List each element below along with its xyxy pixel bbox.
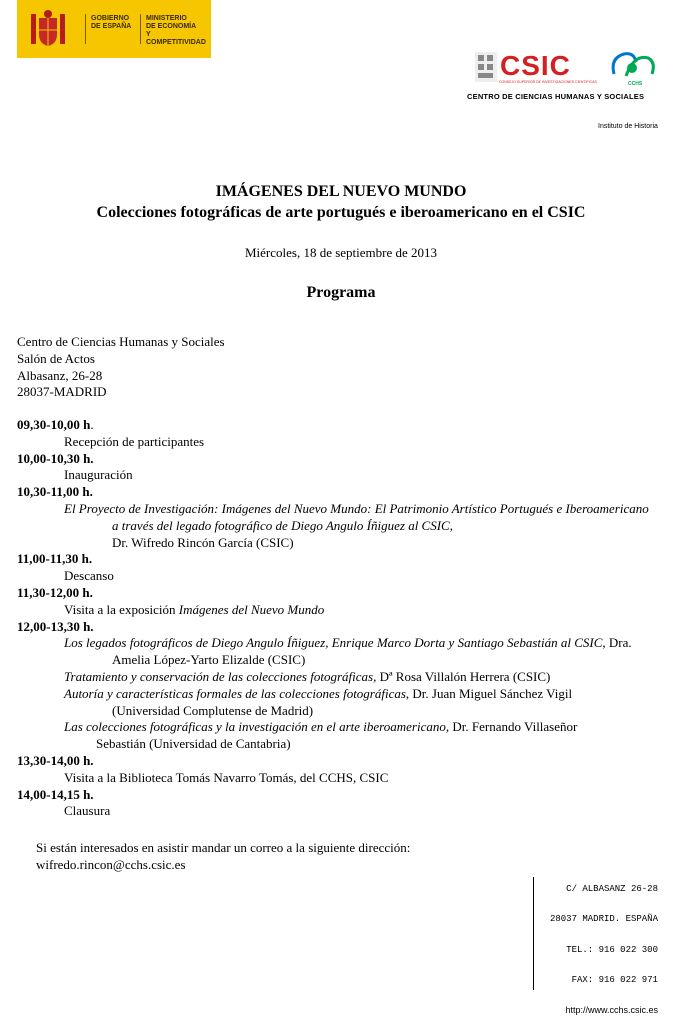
- time-label: 12,00-13,30 h.: [17, 618, 94, 634]
- schedule-item: Visita a la Biblioteca Tomás Navarro Tomás, del CCHS, CSIC: [64, 769, 389, 785]
- talk-speaker: , Dª Rosa Villalón Herrera (CSIC): [373, 668, 551, 684]
- schedule-item: [17, 686, 657, 720]
- address-fax: FAX: 916 022 971: [571, 975, 658, 985]
- schedule-item: [17, 602, 657, 619]
- title-subtitle: Colecciones fotográficas de arte portugués e iberoamericano en el CSIC: [96, 204, 586, 221]
- schedule-item: [17, 501, 657, 551]
- center-name: CENTRO DE CIENCIAS HUMANAS Y SOCIALES: [467, 92, 645, 101]
- programa-heading: Programa: [306, 284, 376, 301]
- talk-speaker: , Dra. Amelia López-Yarto Elizalde (CSIC): [112, 635, 632, 668]
- schedule-item: Descanso: [64, 568, 114, 584]
- gobierno-text: GOBIERNO DE ESPAÑA: [91, 15, 132, 30]
- time-suffix: .: [90, 417, 94, 432]
- website-link[interactable]: http://www.cchs.csic.es: [565, 1005, 658, 1015]
- talk-affiliation: (Universidad Complutense de Madrid): [112, 702, 314, 718]
- talk-title: Tratamiento y conservación de las colecciones fotográficas: [64, 668, 374, 684]
- talk-title: Las colecciones fotográficas y la investigación en el arte iberoamericano: [64, 719, 446, 735]
- csic-subtitle: CONSEJO SUPERIOR DE INVESTIGACIONES CIENTÍFICAS: [499, 80, 597, 84]
- venue-line: Centro de Ciencias Humanas y Sociales: [17, 334, 225, 349]
- gobierno-banner: [17, 0, 211, 58]
- banner-divider: [85, 14, 86, 44]
- banner-divider: [140, 14, 141, 44]
- schedule-item: [17, 719, 657, 753]
- contact-text: Si están interesados en asistir mandar un correo a la siguiente dirección:: [36, 840, 411, 855]
- time-label: 10,30-11,00 h.: [17, 484, 93, 500]
- contact-email[interactable]: wifredo.rincon@cchs.csic.es: [36, 856, 186, 872]
- talk-speaker: , Dr. Fernando Villaseñor: [445, 719, 578, 735]
- talk-speaker: , Dr. Juan Miguel Sánchez Vigil: [405, 685, 573, 701]
- time-label: 13,30-14,00 h.: [17, 752, 94, 768]
- coat-of-arms-icon: [29, 8, 67, 50]
- venue-line: 28037-MADRID: [17, 384, 107, 400]
- schedule-item: Clausura: [64, 803, 111, 819]
- schedule-item: [17, 669, 657, 686]
- schedule-item: Inauguración: [64, 467, 133, 483]
- event-date: Miércoles, 18 de septiembre de 2013: [244, 245, 438, 260]
- schedule: [17, 417, 657, 820]
- venue-block: [17, 334, 225, 401]
- punctuation: ,: [449, 517, 453, 533]
- talk-affiliation: Sebastián (Universidad de Cantabria): [96, 736, 291, 752]
- schedule-item: [17, 635, 657, 669]
- time-label: 09,30-10,00 h: [17, 417, 91, 432]
- address-divider: [533, 877, 534, 990]
- title-main: IMÁGENES DEL NUEVO MUNDO: [215, 183, 467, 200]
- talk-title: Autoría y características formales de las colecciones fotográficas: [64, 685, 406, 701]
- time-label: 10,00-10,30 h.: [17, 450, 94, 466]
- item-text: Visita a la exposición: [64, 601, 179, 617]
- schedule-item: Recepción de participantes: [64, 433, 205, 449]
- contact-block: [36, 840, 410, 874]
- cchs-logo-icon: [608, 50, 658, 82]
- csic-logo: CSIC: [500, 50, 571, 81]
- time-label: 14,00-14,15 h.: [17, 786, 94, 802]
- time-label: 11,00-11,30 h.: [17, 551, 93, 567]
- exhibition-title: Imágenes del Nuevo Mundo: [178, 601, 325, 617]
- talk-title: El Proyecto de Investigación: Imágenes del Nuevo Mundo: El Patrimonio Artístico Portugués e Iberoamericano a través del legado fotográfico de Diego Angulo Íñiguez al CSIC: [64, 500, 649, 533]
- venue-line: Salón de Actos: [17, 350, 95, 366]
- schedule-time: [17, 417, 657, 434]
- cchs-label: CCHS: [628, 81, 643, 87]
- talk-speaker: Dr. Wifredo Rincón García (CSIC): [112, 534, 294, 550]
- instituto-label: Instituto de Historia: [598, 123, 658, 130]
- address-tel: TEL.: 916 022 300: [566, 945, 658, 955]
- time-label: 11,30-12,00 h.: [17, 584, 93, 600]
- address-city: 28037 MADRID. ESPAÑA: [549, 914, 658, 924]
- venue-line: Albasanz, 26-28: [17, 367, 103, 383]
- csic-emblem-icon: [475, 52, 497, 82]
- ministerio-text: MINISTERIO DE ECONOMÍA Y COMPETITIVIDAD: [146, 15, 206, 46]
- address-street: C/ ALBASANZ 26-28: [566, 884, 658, 894]
- talk-title: Los legados fotográficos de Diego Angulo Íñiguez, Enrique Marco Dorta y Santiago Sebastián al CSIC: [64, 635, 603, 651]
